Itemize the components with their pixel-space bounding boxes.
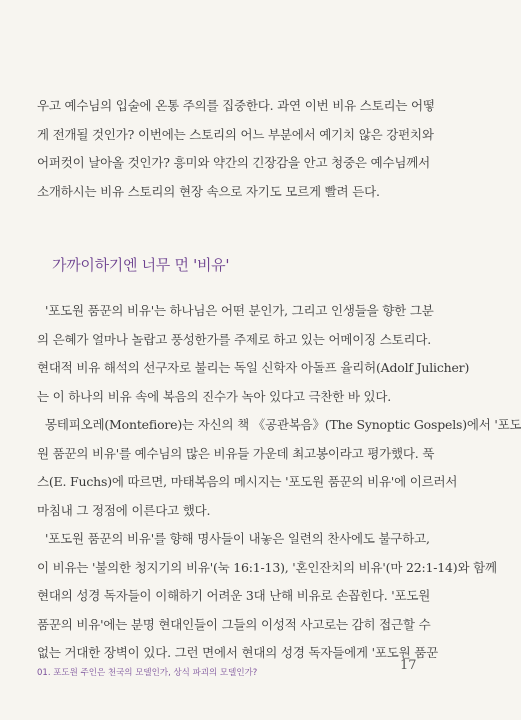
text-line: 몽테피오레(Montefiore)는 자신의 책 《공관복음》(The Synoptic Gospels)에서 '포도 [45, 417, 521, 432]
text-line: 우고 예수님의 입술에 온통 주의를 집중한다. 과연 이번 비유 스토리는 어떻 [37, 98, 435, 113]
text-line: '포도원 품꾼의 비유'를 향해 명사들이 내놓은 일련의 찬사에도 불구하고, [45, 531, 430, 546]
text-line: 스(E. Fuchs)에 따르면, 마태복음의 메시지는 '포도원 품꾼의 비유'에 이르러서 [37, 474, 458, 489]
text-line: 게 전개될 것인가? 이번에는 스토리의 어느 부분에서 예기치 않은 강펀치와 [37, 126, 434, 142]
body-paragraphs [37, 297, 521, 668]
text-line: 현대적 비유 해석의 선구자로 불리는 독일 신학자 아돌프 율리허(Adolf Julicher) [37, 360, 470, 375]
text-line: 는 이 하나의 비유 속에 복음의 진수가 녹아 있다고 극찬한 바 있다. [37, 388, 392, 404]
text-line: 원 품꾼의 비유'를 예수님의 많은 비유들 가운데 최고봉이라고 평가했다. 푹 [37, 445, 435, 461]
text-line: 의 은혜가 얼마나 놀랍고 풍성한가를 주제로 하고 있는 어메이징 스토리다. [37, 331, 431, 347]
running-footer: 01. 포도원 주인은 천국의 모델인가, 상식 파괴의 모델인가? [37, 668, 258, 678]
text-line: 현대의 성경 독자들이 이해하기 어려운 3대 난해 비유로 손꼽힌다. '포도원 [37, 588, 431, 603]
text-line: 마침내 그 정점에 이른다고 했다. [37, 502, 211, 518]
text-line: 이 비유는 '불의한 청지기의 비유'(눅 16:1-13), '혼인잔치의 비유'(마 22:1-14)와 함께 [37, 559, 497, 575]
text-line: 소개하시는 비유 스토리의 현장 속으로 자기도 모르게 빨려 든다. [37, 183, 380, 199]
section-heading: 가까이하기엔 너무 먼 '비유' [52, 256, 230, 274]
text-line: '포도원 품꾼의 비유'는 하나님은 어떤 분인가, 그리고 인생들을 향한 그분 [45, 303, 434, 318]
text-line: 없는 거대한 장벽이 있다. 그런 면에서 현대의 성경 독자들에게 '포도원 품꾼 [37, 645, 438, 660]
intro-paragraph [37, 92, 433, 206]
text-line: 품꾼의 비유'에는 분명 현대인들이 그들의 이성적 사고로는 감히 접근할 수 [37, 616, 431, 632]
page-number: 17 [400, 658, 417, 673]
text-line: 어퍼컷이 날아올 것인가? 흥미와 약간의 긴장감을 안고 청중은 예수님께서 [37, 155, 430, 170]
